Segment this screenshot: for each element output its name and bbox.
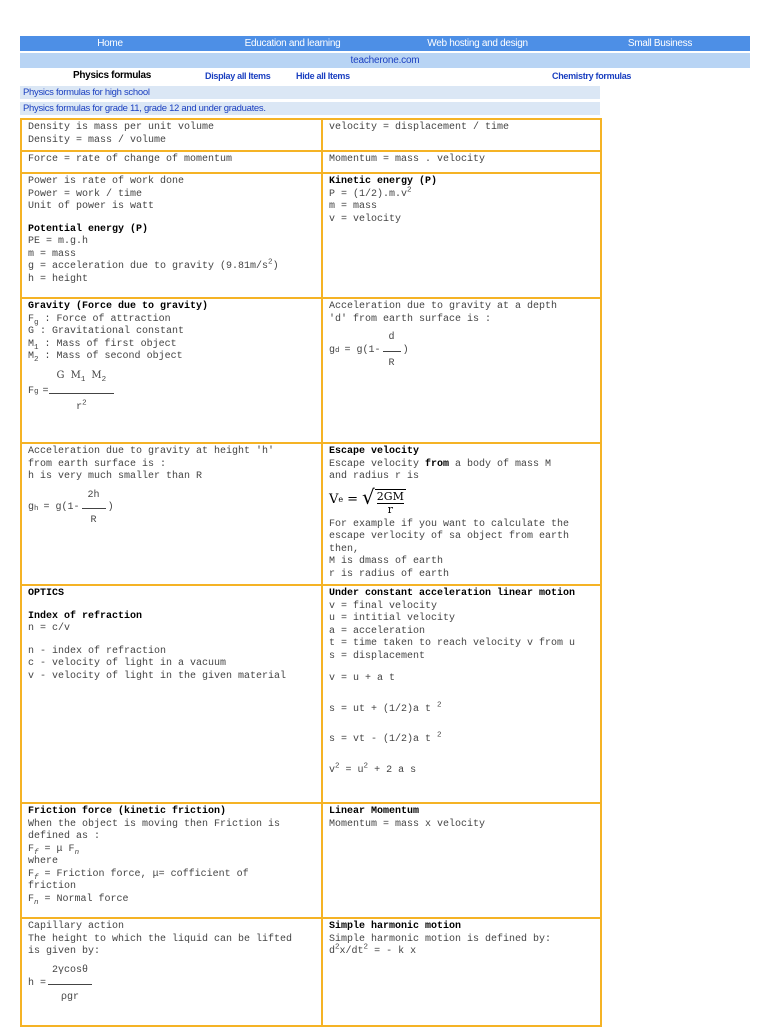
- text-line: [329, 186, 595, 202]
- text-line: [28, 258, 316, 274]
- text-part: M: [91, 369, 102, 381]
- cell-velocity: [322, 119, 601, 151]
- text-line: m = mass: [28, 248, 77, 260]
- text-line: G : Gravitational constant: [28, 326, 185, 337]
- depth-equation: g d = g(1- $\frac{d}{R}$ ): [329, 332, 409, 369]
- text-line: Momentum = mass . velocity: [329, 154, 486, 165]
- text-line: [28, 314, 316, 327]
- text-line: is given by:: [28, 946, 101, 957]
- formula-table: [20, 118, 602, 1027]
- text-line: Power = work / time: [28, 188, 143, 200]
- numerator: 2h: [82, 490, 106, 510]
- text-part: x/dt: [339, 946, 364, 957]
- text-line: n - index of refraction: [28, 645, 167, 657]
- subscript: n: [74, 848, 80, 857]
- text-line: n = c/v: [28, 623, 71, 634]
- text-part: P = (1/2).m.v: [329, 188, 408, 200]
- text-line: v = final velocity: [329, 600, 438, 612]
- hide-all-link[interactable]: Hide all Items: [296, 71, 350, 81]
- subscript: g: [34, 318, 39, 327]
- text-line: where: [28, 856, 59, 867]
- display-all-link[interactable]: Display all Items: [205, 71, 271, 81]
- superscript: 2: [363, 943, 369, 952]
- text-part: Escape velocity: [329, 458, 426, 470]
- subscript: f: [34, 873, 39, 882]
- text-line: Simple harmonic motion is defined by:: [329, 933, 552, 945]
- fraction: [383, 332, 401, 370]
- text-part: + 2 a s: [368, 764, 417, 776]
- superscript: 2: [82, 399, 87, 408]
- text-part: F: [28, 868, 35, 880]
- subscript: n: [34, 898, 39, 907]
- text-line: u = intitial velocity: [329, 613, 456, 624]
- cell-escape-velocity: [322, 443, 601, 585]
- text-line: [28, 894, 316, 907]
- text-part: M: [70, 369, 81, 381]
- text-part: : Mass of second object: [44, 351, 183, 362]
- text-line: [28, 844, 316, 857]
- fraction: [48, 965, 92, 1005]
- text-line: The height to which the liquid can be lifted: [28, 933, 293, 945]
- text-line: defined as :: [28, 831, 101, 842]
- subscript: f: [34, 848, 39, 857]
- text-part: from: [425, 458, 450, 470]
- text-part: ): [402, 344, 409, 356]
- text-line: t = time taken to reach velocity v from u: [329, 638, 576, 649]
- equation-line: [329, 762, 595, 778]
- text-line: Unit of power is watt: [28, 201, 155, 212]
- cell-power: [21, 173, 322, 298]
- gravity-equation: F g = $\frac{G M_1 M_2}{r^2}$: [28, 370, 316, 415]
- text-part: = Friction force, μ= cofficient of: [44, 868, 249, 880]
- denominator: [49, 394, 115, 415]
- text-part: = Normal force: [44, 893, 129, 905]
- subscript: 2: [34, 356, 39, 364]
- text-part: s = vt - (1/2)a t: [329, 734, 432, 745]
- text-line: Momentum = mass x velocity: [329, 818, 486, 830]
- text-part: v: [329, 764, 336, 776]
- cell-kinetic-energy: [322, 173, 601, 298]
- numerator: [49, 370, 115, 395]
- denominator: R: [90, 515, 97, 526]
- text-line: Acceleration due to gravity at height 'h': [28, 446, 275, 457]
- text-line: v - velocity of light in the given material: [28, 670, 287, 682]
- radicand: [375, 489, 406, 515]
- cell-depth-gravity: [322, 298, 601, 443]
- superscript: 2: [407, 186, 412, 195]
- text-part: a body of mass M: [449, 458, 552, 470]
- text-line: from earth surface is :: [28, 458, 167, 470]
- text-line: For example if you want to calculate the: [329, 518, 570, 530]
- text-line: v = velocity: [329, 213, 402, 225]
- cell-linear-momentum: [322, 803, 601, 918]
- grade-heading: Physics formulas for grade 11, grade 12 and under graduates.: [20, 102, 600, 115]
- numerator: 2γcosθ: [48, 965, 92, 986]
- text-line: PE = m.g.h: [28, 236, 89, 247]
- cell-optics: [21, 585, 322, 803]
- cell-gravity: [21, 298, 322, 443]
- text-part: = u: [339, 764, 364, 776]
- text-line: h is very much smaller than R: [28, 471, 203, 482]
- text-part: = g(1-: [43, 502, 80, 514]
- equation-line: [329, 943, 595, 959]
- text-line: s = displacement: [329, 650, 426, 662]
- top-navigation: [20, 36, 750, 51]
- text-line: Capillary action: [28, 921, 125, 932]
- text-part: h =: [28, 978, 47, 990]
- superscript: 2: [268, 258, 273, 267]
- text-line: [28, 351, 316, 364]
- text-part: : Force of attraction: [44, 313, 171, 325]
- text-part: F: [28, 385, 35, 397]
- cell-capillary: [21, 918, 322, 1026]
- index-of-refraction-title: Index of refraction: [28, 610, 143, 622]
- text-part: r: [76, 402, 83, 413]
- linear-motion-title: Under constant acceleration linear motion: [329, 588, 576, 599]
- text-part: F: [28, 843, 35, 855]
- gravity-title: Gravity (Force due to gravity): [28, 301, 209, 312]
- text-line: Acceleration due to gravity at a depth: [329, 301, 558, 312]
- superscript: 2: [363, 762, 369, 771]
- physics-formulas-link[interactable]: Physics formulas: [73, 70, 152, 81]
- text-part: g: [28, 502, 35, 514]
- subscript: 1: [80, 375, 86, 384]
- text-line: and radius r is: [329, 471, 420, 482]
- denominator: ρgr: [61, 992, 80, 1003]
- text-part: =: [347, 491, 359, 507]
- cell-height-gravity: [21, 443, 322, 585]
- text-part: d: [329, 946, 336, 957]
- nav-education[interactable]: Education and learning: [244, 38, 341, 49]
- text-part: F: [28, 313, 35, 325]
- text-line: Power is rate of work done: [28, 176, 185, 187]
- text-part: F: [28, 893, 35, 905]
- denominator: r: [387, 502, 393, 516]
- numerator: d: [383, 332, 401, 352]
- text-part: M: [28, 338, 35, 350]
- text-line: friction: [28, 881, 77, 892]
- text-line: r is radius of earth: [329, 568, 450, 580]
- text-line: [329, 459, 595, 472]
- cell-linear-motion: [322, 585, 601, 803]
- nav-small-business[interactable]: Small Business: [627, 38, 693, 49]
- fraction: [82, 490, 106, 528]
- high-school-heading: Physics formulas for high school: [20, 86, 600, 99]
- text-line: velocity = displacement / time: [329, 122, 510, 133]
- text-line: M is dmass of earth: [329, 556, 444, 567]
- text-line: c - velocity of light in a vacuum: [28, 658, 227, 669]
- fraction: [49, 370, 115, 415]
- equation-line: v = u + a t: [329, 673, 396, 684]
- shm-title: Simple harmonic motion: [329, 921, 462, 932]
- cell-density: [21, 119, 322, 151]
- text-line: Density = mass / volume: [28, 134, 167, 146]
- nav-home[interactable]: Home: [97, 38, 123, 49]
- superscript: 2: [437, 731, 442, 740]
- text-line: Density is mass per unit volume: [28, 122, 215, 133]
- text-part: = - k x: [368, 946, 417, 957]
- escape-velocity-title: Escape velocity: [329, 446, 420, 457]
- text-part: = g(1-: [344, 344, 381, 356]
- site-name-link[interactable]: teacherone.com: [20, 53, 750, 68]
- optics-title: OPTICS: [28, 588, 65, 599]
- equation-line: [329, 731, 595, 747]
- subscript: 2: [101, 375, 107, 384]
- superscript: 2: [335, 943, 340, 952]
- numerator: 2GM: [376, 489, 404, 503]
- text-part: s = ut + (1/2)a t: [329, 703, 432, 715]
- nav-web-hosting[interactable]: Web hosting and design: [427, 38, 528, 49]
- friction-title: Friction force (kinetic friction): [28, 806, 227, 817]
- text-part: : Mass of first object: [44, 338, 177, 350]
- linear-momentum-title: Linear Momentum: [329, 806, 420, 817]
- text-part: =: [42, 385, 49, 397]
- text-part: ): [107, 502, 114, 514]
- radical-sign: √: [362, 484, 375, 509]
- text-line: m = mass: [329, 201, 378, 212]
- cell-shm: [322, 918, 601, 1026]
- text-line: [28, 869, 316, 882]
- kinetic-energy-title: Kinetic energy (P): [329, 176, 438, 187]
- text-line: Force = rate of change of momentum: [28, 154, 233, 165]
- text-line: When the object is moving then Friction is: [28, 818, 281, 830]
- text-part: g = acceleration due to gravity (9.81m/s: [28, 261, 269, 272]
- height-equation: g h = g(1- $\frac{2h}{R}$ ): [28, 489, 114, 526]
- text-line: escape verlocity of sa object from earth: [329, 531, 570, 542]
- text-line: h = height: [28, 273, 89, 285]
- text-line: [28, 339, 316, 352]
- square-root: [362, 486, 406, 515]
- superscript: 2: [335, 762, 340, 771]
- text-part: G: [56, 369, 65, 381]
- text-line: a = acceleration: [329, 625, 426, 637]
- cell-force: [21, 151, 322, 173]
- superscript: 2: [437, 701, 442, 710]
- escape-velocity-equation: V e = √ $\frac{2GM}{r}$: [329, 484, 404, 516]
- capillary-equation: [28, 965, 316, 1005]
- cell-momentum: [322, 151, 601, 173]
- link-row: [20, 68, 750, 84]
- chemistry-formulas-link[interactable]: Chemistry formulas: [552, 71, 632, 81]
- cell-friction: [21, 803, 322, 918]
- equation-line: [329, 701, 595, 717]
- subscript: 1: [34, 343, 39, 352]
- text-part: g: [329, 344, 336, 356]
- text-part: M: [28, 351, 35, 362]
- denominator: R: [388, 357, 395, 369]
- text-part: = μ F: [44, 843, 75, 855]
- potential-energy-title: Potential energy (P): [28, 223, 149, 235]
- text-line: then,: [329, 543, 360, 555]
- text-line: 'd' from earth surface is :: [329, 313, 492, 325]
- text-part: V: [329, 491, 339, 507]
- text-part: ): [272, 261, 279, 272]
